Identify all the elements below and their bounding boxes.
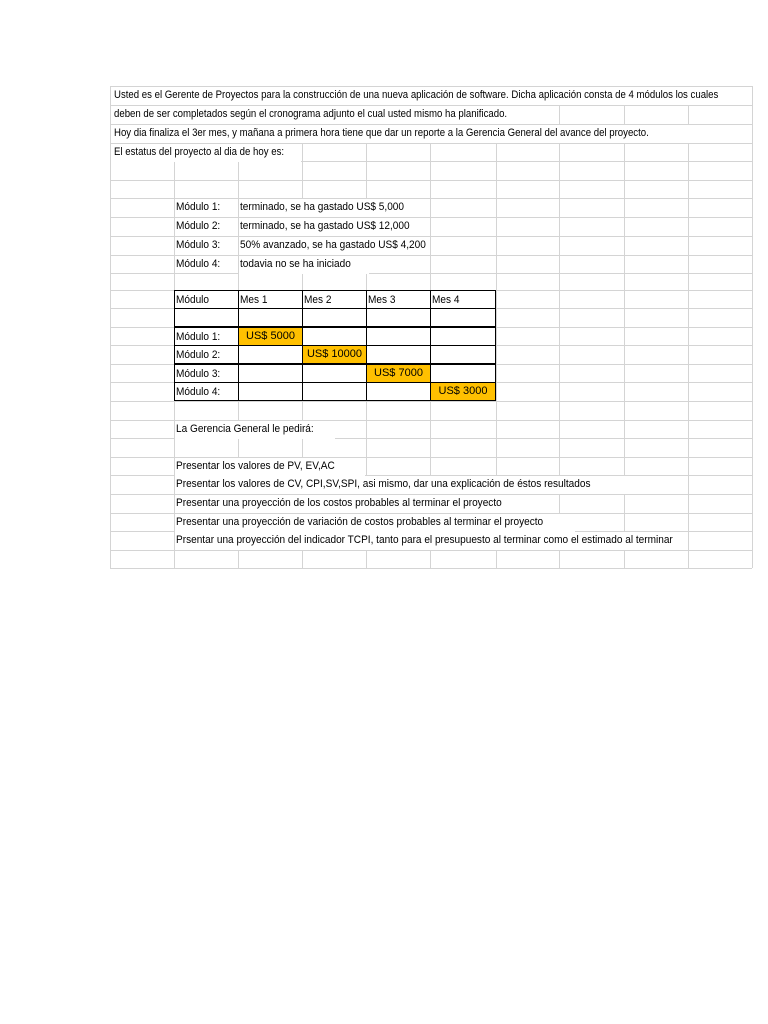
- schedule-blank-cell: [366, 308, 431, 327]
- grid-row-line: [110, 568, 752, 569]
- schedule-row-label-1: Módulo 1:: [176, 331, 221, 343]
- schedule-amount-module-4: US$ 3000: [430, 382, 496, 401]
- intro-line-2: deben de ser completados según el cronograma adjunto el cual usted mismo ha planificado.: [114, 108, 508, 120]
- schedule-cell: [430, 364, 496, 383]
- schedule-header-mes-1: Mes 1: [240, 294, 268, 306]
- schedule-cell: [302, 327, 367, 346]
- request-item-4: Presentar una proyección de variación de costos probables al terminar el proyecto: [176, 516, 544, 528]
- schedule-cell: [430, 345, 496, 364]
- schedule-header-mes-4: Mes 4: [432, 294, 460, 306]
- schedule-header-mes-3: Mes 3: [368, 294, 396, 306]
- intro-line-4: El estatus del proyecto al dia de hoy es:: [114, 146, 285, 158]
- schedule-header-modulo: Módulo: [176, 294, 210, 306]
- grid-column-line: [752, 86, 753, 568]
- grid-row-line: [110, 273, 752, 274]
- spreadsheet: [110, 86, 752, 568]
- intro-line-3: Hoy dia finaliza el 3er mes, y mañana a primera hora tiene que dar un reporte a la Gerencia General del avance del proyecto.: [114, 127, 649, 139]
- requests-heading: La Gerencia General le pedirá:: [176, 423, 314, 435]
- schedule-cell: [366, 382, 431, 401]
- schedule-cell: [302, 364, 367, 383]
- schedule-row-label-4: Módulo 4:: [176, 386, 221, 398]
- status-detail-3: 50% avanzado, se ha gastado US$ 4,200: [240, 239, 426, 251]
- status-detail-1: terminado, se ha gastado US$ 5,000: [240, 201, 405, 213]
- schedule-blank-cell: [430, 308, 496, 327]
- status-detail-4: todavia no se ha iniciado: [240, 258, 351, 270]
- schedule-header-mes-2: Mes 2: [304, 294, 332, 306]
- schedule-cell: [302, 382, 367, 401]
- request-item-5: Prsentar una proyección del indicador TCPI, tanto para el presupuesto al terminar como el estimado al terminar: [176, 534, 673, 546]
- request-item-3: Presentar una proyección de los costos probables al terminar el proyecto: [176, 497, 502, 509]
- schedule-amount-module-1: US$ 5000: [238, 327, 303, 346]
- schedule-cell: [366, 327, 431, 346]
- schedule-row-label-3: Módulo 3:: [176, 368, 221, 380]
- status-module-1: Módulo 1:: [176, 201, 221, 213]
- schedule-blank-cell: [174, 308, 239, 327]
- grid-row-line: [110, 401, 752, 402]
- schedule-cell: [238, 382, 303, 401]
- schedule-amount-module-3: US$ 7000: [366, 364, 431, 383]
- status-module-2: Módulo 2:: [176, 220, 221, 232]
- schedule-blank-cell: [302, 308, 367, 327]
- schedule-cell: [430, 327, 496, 346]
- grid-row-line: [110, 550, 752, 551]
- status-module-3: Módulo 3:: [176, 239, 221, 251]
- status-module-4: Módulo 4:: [176, 258, 221, 270]
- request-item-2: Presentar los valores de CV, CPI,SV,SPI, asi mismo, dar una explicación de éstos resultados: [176, 478, 591, 490]
- schedule-blank-cell: [238, 308, 303, 327]
- schedule-cell: [366, 345, 431, 364]
- schedule-cell: [238, 345, 303, 364]
- schedule-cell: [238, 364, 303, 383]
- intro-line-1: Usted es el Gerente de Proyectos para la construcción de una nueva aplicación de software. Dicha aplicación consta de 4 módulos los cuales: [114, 89, 719, 101]
- schedule-row-label-2: Módulo 2:: [176, 349, 221, 361]
- grid-row-line: [110, 180, 752, 181]
- schedule-amount-module-2: US$ 10000: [302, 345, 367, 364]
- request-item-1: Presentar los valores de PV, EV,AC: [176, 460, 335, 472]
- status-detail-2: terminado, se ha gastado US$ 12,000: [240, 220, 410, 232]
